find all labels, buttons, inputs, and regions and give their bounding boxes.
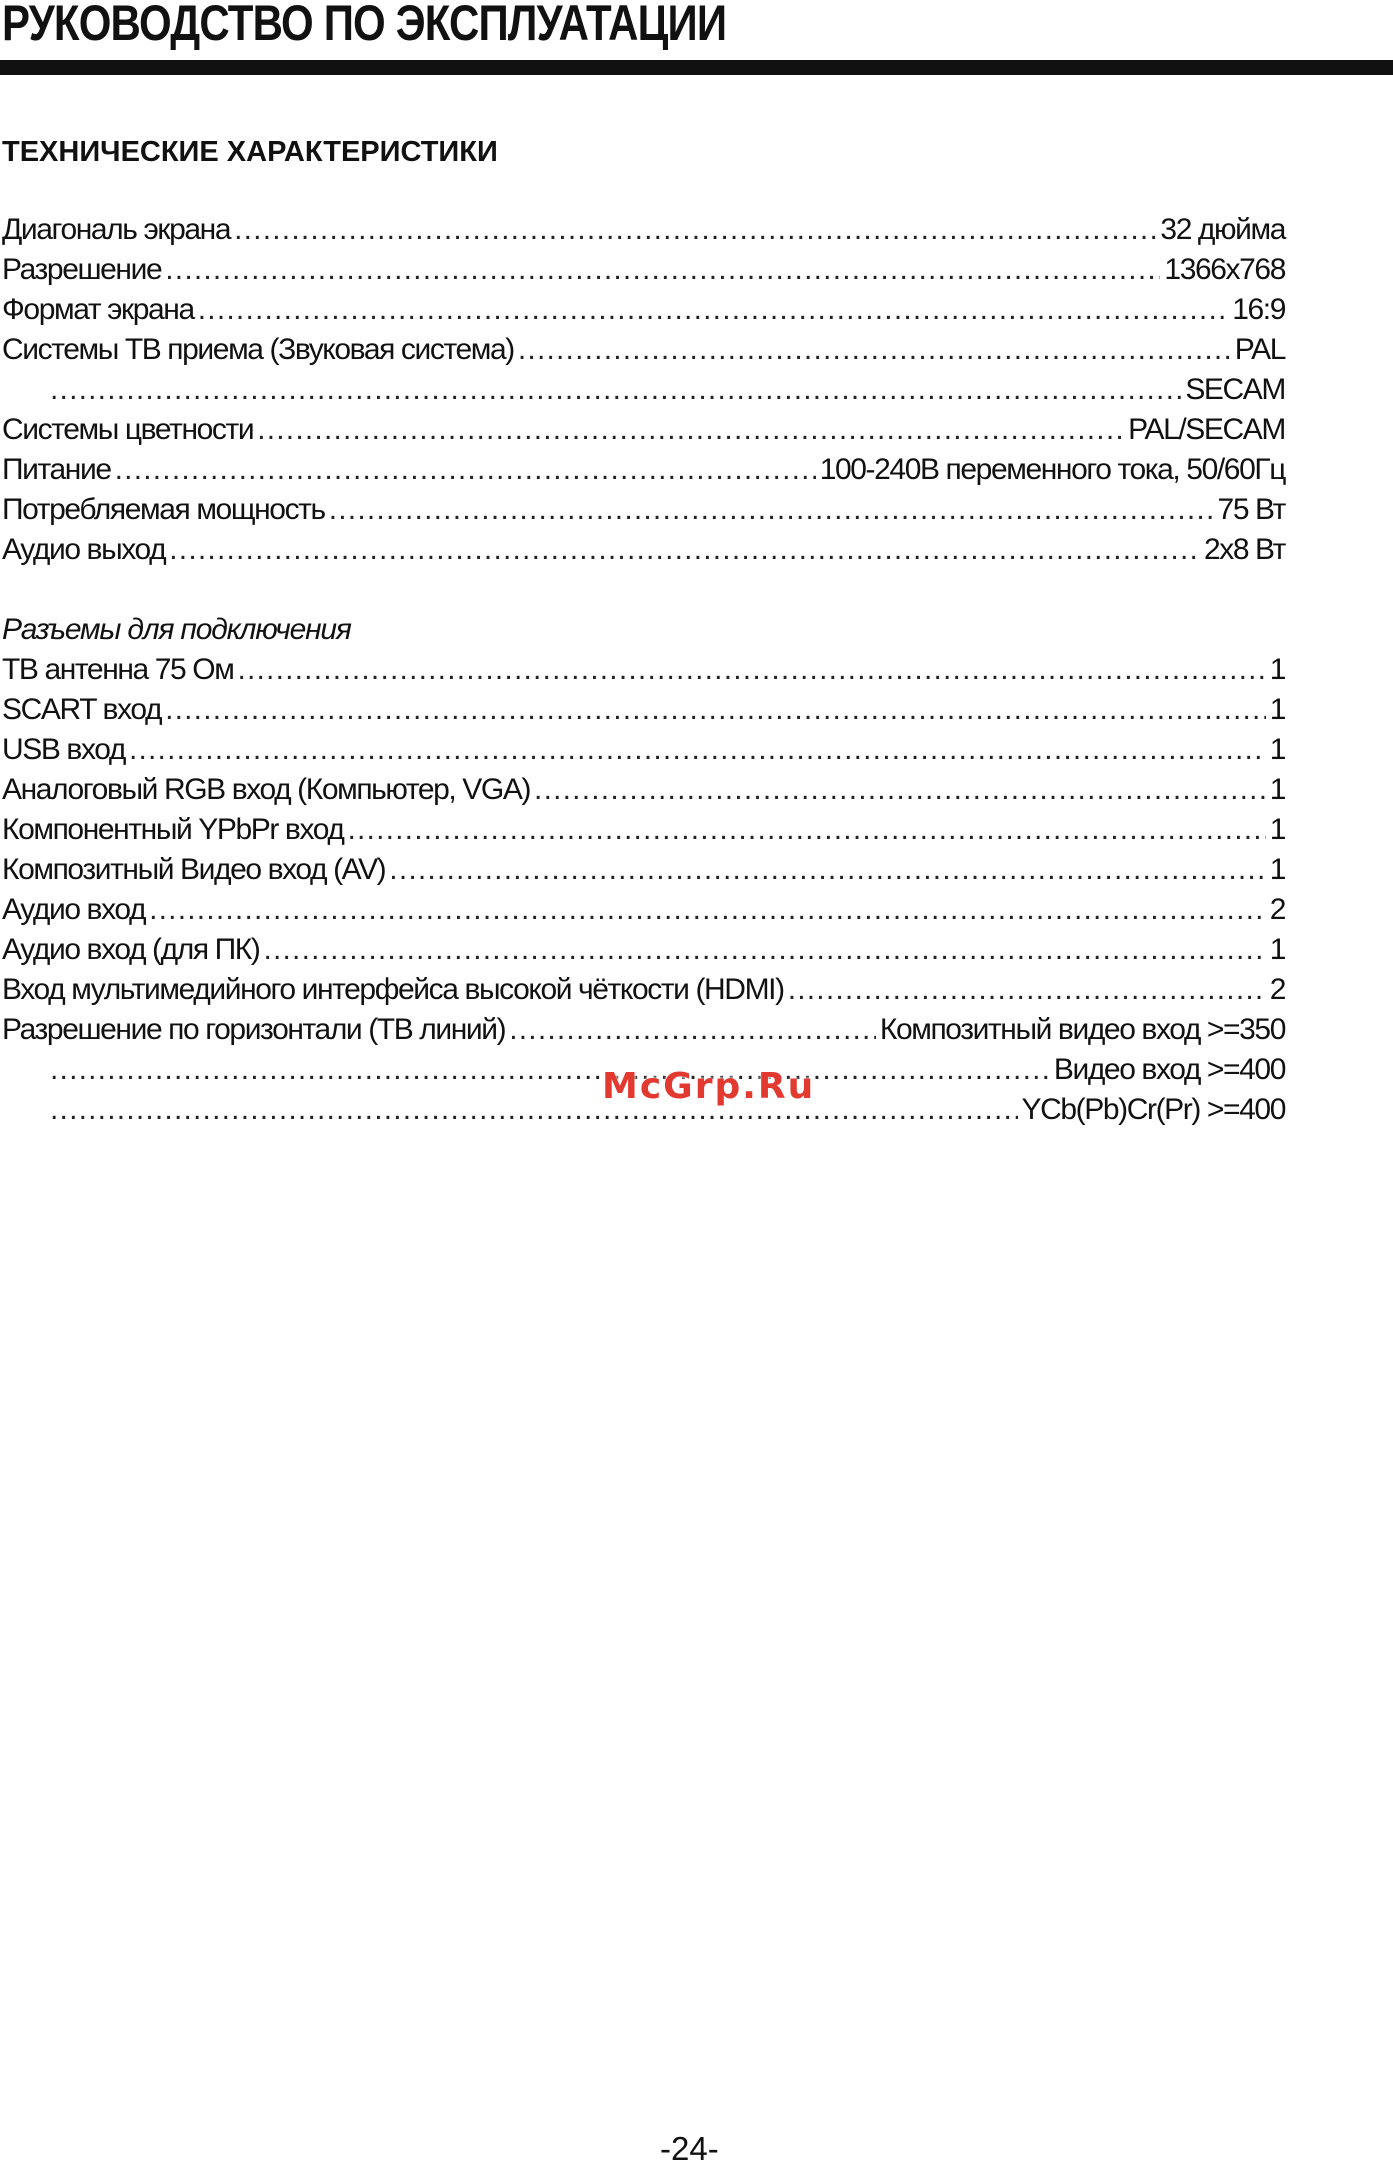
spec-label: Разрешение по горизонтали (ТВ линий) (2, 1013, 506, 1046)
spec-label: Формат экрана (2, 293, 194, 326)
spec-row-power (0, 450, 1285, 490)
spec-value: 1 (1269, 693, 1285, 726)
dot-leader (509, 1010, 876, 1050)
spec-label: Диагональ экрана (2, 213, 231, 246)
dot-leader (50, 1050, 1050, 1090)
dot-leader (198, 290, 1228, 330)
dot-leader (165, 690, 1266, 730)
spec-value: 1 (1269, 733, 1285, 766)
spec-row-hdmi (0, 970, 1285, 1010)
spec-label: Вход мультимедийного интерфейса высокой чёткости (HDMI) (2, 973, 784, 1006)
spec-label: Аудио вход (для ПК) (2, 933, 260, 966)
spec-row-av (0, 850, 1285, 890)
spec-row-audio-pc (0, 930, 1285, 970)
spec-list (0, 210, 1285, 1130)
dot-leader (234, 210, 1156, 250)
dot-leader (237, 650, 1265, 690)
spec-value: PAL (1234, 333, 1285, 366)
spec-label: Питание (2, 453, 111, 486)
spec-row-antenna (0, 650, 1285, 690)
spec-label: Аудио вход (2, 893, 146, 926)
dot-leader (257, 410, 1124, 450)
dot-leader (263, 930, 1265, 970)
spec-row-resolution (0, 250, 1285, 290)
spec-row-audio-in (0, 890, 1285, 930)
spec-row-scart (0, 690, 1285, 730)
dot-leader (788, 970, 1266, 1010)
dot-leader (169, 530, 1200, 570)
spec-label: USB вход (2, 733, 125, 766)
spec-value: 1 (1269, 933, 1285, 966)
dot-leader (329, 490, 1214, 530)
watermark: McGrp.Ru (602, 1066, 816, 1107)
dot-leader (50, 370, 1181, 410)
dot-leader (534, 770, 1266, 810)
spec-value: 1 (1269, 653, 1285, 686)
connectors-heading: Разъемы для подключения (2, 613, 351, 646)
spec-value: 1 (1269, 853, 1285, 886)
header-divider (0, 60, 1393, 75)
dot-leader (149, 890, 1266, 930)
spacer (0, 570, 1285, 610)
page-number: -24- (660, 2130, 719, 2167)
spec-row-usb (0, 730, 1285, 770)
spec-label: SCART вход (2, 693, 162, 726)
spec-row-audio-out (0, 530, 1285, 570)
spec-label: Компонентный YPbPr вход (2, 813, 344, 846)
dot-leader (129, 730, 1266, 770)
spec-value: 2 (1269, 893, 1285, 926)
spec-row-ypbpr (0, 810, 1285, 850)
dot-leader (518, 330, 1231, 370)
spec-label: Композитный Видео вход (AV) (2, 853, 386, 886)
spec-value: 32 дюйма (1160, 213, 1285, 246)
spec-label: ТВ антенна 75 Ом (2, 653, 234, 686)
spec-label: Аналоговый RGB вход (Компьютер, VGA) (2, 773, 531, 806)
spec-row-diagonal (0, 210, 1285, 250)
dot-leader (115, 450, 816, 490)
dot-leader (347, 810, 1265, 850)
dot-leader (165, 250, 1160, 290)
spec-value: YCb(Pb)Cr(Pr) >=400 (1021, 1093, 1285, 1126)
spec-value: Видео вход >=400 (1053, 1053, 1285, 1086)
dot-leader (50, 1090, 1018, 1130)
spec-label: Системы ТВ приема (Звуковая система) (2, 333, 514, 366)
spec-row-vga (0, 770, 1285, 810)
section-heading: ТЕХНИЧЕСКИЕ ХАРАКТЕРИСТИКИ (2, 136, 498, 168)
spec-label: Разрешение (2, 253, 162, 286)
spec-value: 100-240В переменного тока, 50/60Гц (819, 453, 1285, 486)
spec-row-consumption (0, 490, 1285, 530)
spec-row-aspect (0, 290, 1285, 330)
spec-value: 1 (1269, 813, 1285, 846)
spec-row-horizontal (0, 1010, 1285, 1050)
spec-label: Системы цветности (2, 413, 254, 446)
spec-label: Аудио выход (2, 533, 166, 566)
spec-value: 16:9 (1232, 293, 1285, 326)
spec-row-color-systems (0, 410, 1285, 450)
spec-label: Потребляемая мощность (2, 493, 325, 526)
dot-leader (389, 850, 1265, 890)
spec-value: 2 (1269, 973, 1285, 1006)
page-title: РУКОВОДСТВО ПО ЭКСПЛУАТАЦИИ (2, 0, 727, 51)
spec-value: 75 Вт (1217, 493, 1285, 526)
spec-value: PAL/SECAM (1128, 413, 1285, 446)
spec-value: Композитный видео вход >=350 (879, 1013, 1285, 1046)
spec-row-tv-systems (0, 330, 1285, 370)
spec-value: 2x8 Вт (1203, 533, 1285, 566)
spec-value: SECAM (1185, 373, 1285, 406)
spec-row-tv-systems-cont (0, 370, 1285, 410)
spec-value: 1 (1269, 773, 1285, 806)
spec-value: 1366x768 (1164, 253, 1285, 286)
